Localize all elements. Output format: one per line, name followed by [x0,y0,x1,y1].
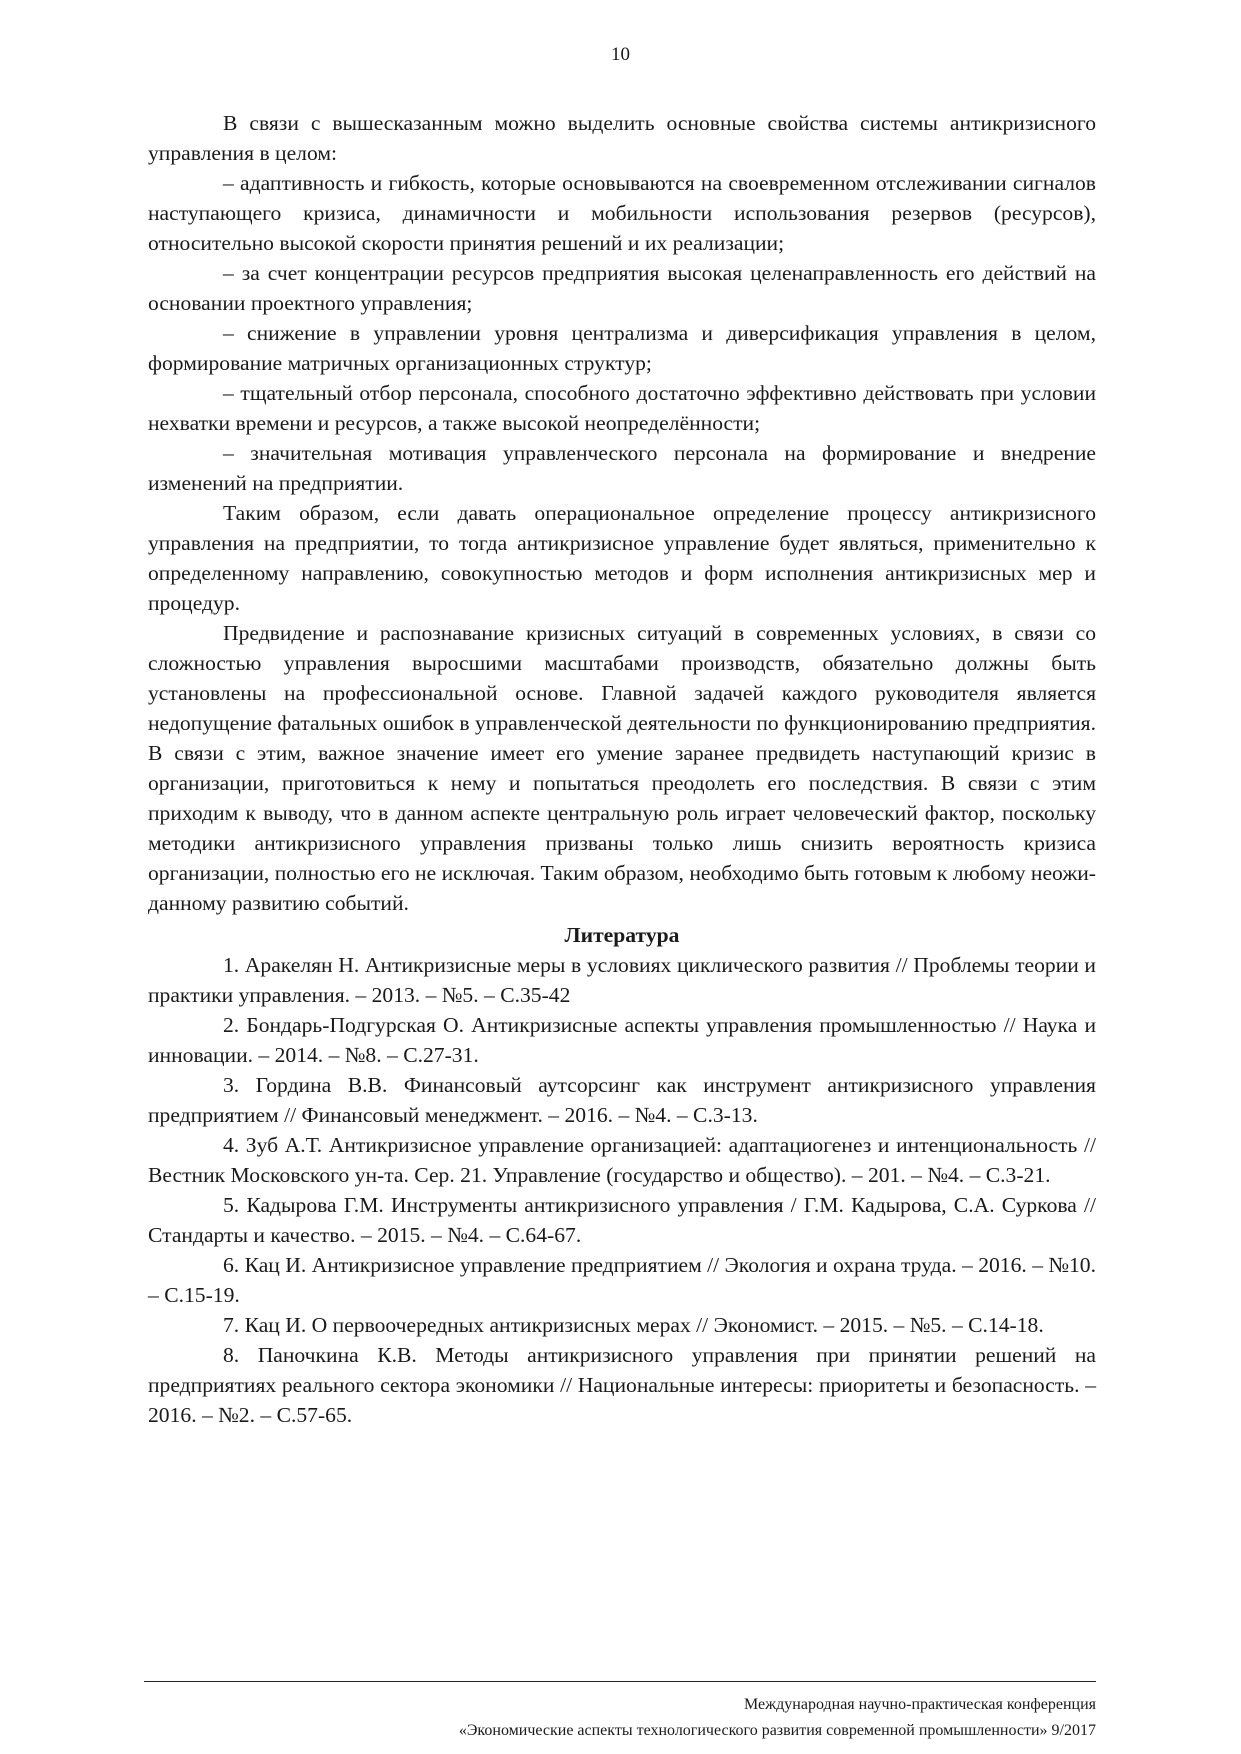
list-item-concentration: – за счет концентрации ресурсов предприятия высокая целенаправленность его действий на основании проектного управления; [148,261,1096,315]
document-body [148,108,1096,1430]
paragraph-intro: В связи с вышесказанным можно выделить основные свойства системы антикризисного управления в целом: [148,111,1096,165]
footer-divider [144,1681,1096,1682]
page-number: 10 [611,44,630,65]
list-item-motivation: – значительная мотивация управленческого персонала на формирование и внедрение изменений на предприятии. [148,441,1096,495]
list-item-decentralization: – снижение в управлении уровня централизма и диверсификация управления в целом, формирование матричных организационных структур; [148,321,1096,375]
reference-item: 4. Зуб А.Т. Антикризисное управление организацией: адаптациогенез и интенциональность // Вестник Московского ун-та. Сер. 21. Управление (государство и общество). – 201. – №4. – С.3-21. [148,1133,1096,1187]
footer-title-line: «Экономические аспекты технологического развития современной промышленности» 9/2017 [458,1722,1096,1739]
list-item-personnel: – тщательный отбор персонала, способного достаточно эффективно действовать при условии нехватки времени и ресурсов, а также высокой неопределённости; [148,381,1096,435]
paragraph-definition: Таким образом, если давать операциональное определение процессу антикризисного управления на предприятии, то тогда антикризисное управление будет являться, применительно к определенному направлению, совокупностью методов и форм исполнения антикризисных мер и процедур. [148,501,1096,615]
reference-item: 3. Гордина В.В. Финансовый аутсорсинг как инструмент антикризисного управления предприятием // Финансовый менеджмент. – 2016. – №4. – С.3-13. [148,1073,1096,1127]
paragraph-conclusion: Предвидение и распознавание кризисных ситуаций в современных условиях, в связи со сложностью управления выросшими масштабами производств, обязательно должны быть установлены на профессиональной основе. Главной задачей каждого руководителя является недопущение фатальных ошибок в управленческой деятельности по функционированию предприятия. В связи с этим, важное значение имеет его умение заранее предвидеть наступающий кризис в организации, приготовиться к нему и попытаться преодолеть его последствия. В связи с этим приходим к выводу, что в данном аспекте центральную роль играет человеческий фактор, поскольку методики антикризисного управления призваны только лишь снизить вероятность кризиса организации, полностью его не исключая. Таким образом, необходимо быть готовым к любому неожиданному развитию событий. [148,621,1096,915]
footer-conference-line: Международная научно-практическая конференция [743,1696,1096,1713]
reference-item: 8. Паночкина К.В. Методы антикризисного управления при принятии решений на предприятиях реального сектора экономики // Национальные интересы: приоритеты и безопасность. – 2016. – №2. – С.57-65. [148,1343,1096,1427]
reference-item: 7. Кац И. О первоочередных антикризисных мерах // Экономист. – 2015. – №5. – С.14-18. [223,1313,1044,1337]
literature-heading: Литература [564,923,680,947]
reference-item: 6. Кац И. Антикризисное управление предприятием // Экология и охрана труда. – 2016. – №10. – С.15-19. [148,1253,1096,1307]
reference-item: 5. Кадырова Г.М. Инструменты антикризисного управления / Г.М. Кадырова, С.А. Суркова // Стандарты и качество. – 2015. – №4. – С.64-67. [148,1193,1096,1247]
reference-item: 2. Бондарь-Подгурская О. Антикризисные аспекты управления промышленностью // Наука и инновации. – 2014. – №8. – С.27-31. [148,1013,1096,1067]
reference-list [148,950,1096,1430]
reference-item: 1. Аракелян Н. Антикризисные меры в условиях циклического развития // Проблемы теории и практики управления. – 2013. – №5. – С.35-42 [148,953,1096,1007]
page-footer [459,1692,1096,1744]
list-item-adaptivity: – адаптивность и гибкость, которые основываются на своевременном отслеживании сигналов наступающего кризиса, динамичности и мобильности использования резервов (ресурсов), относительно высокой скорости принятия решений и их реализации; [148,171,1096,255]
